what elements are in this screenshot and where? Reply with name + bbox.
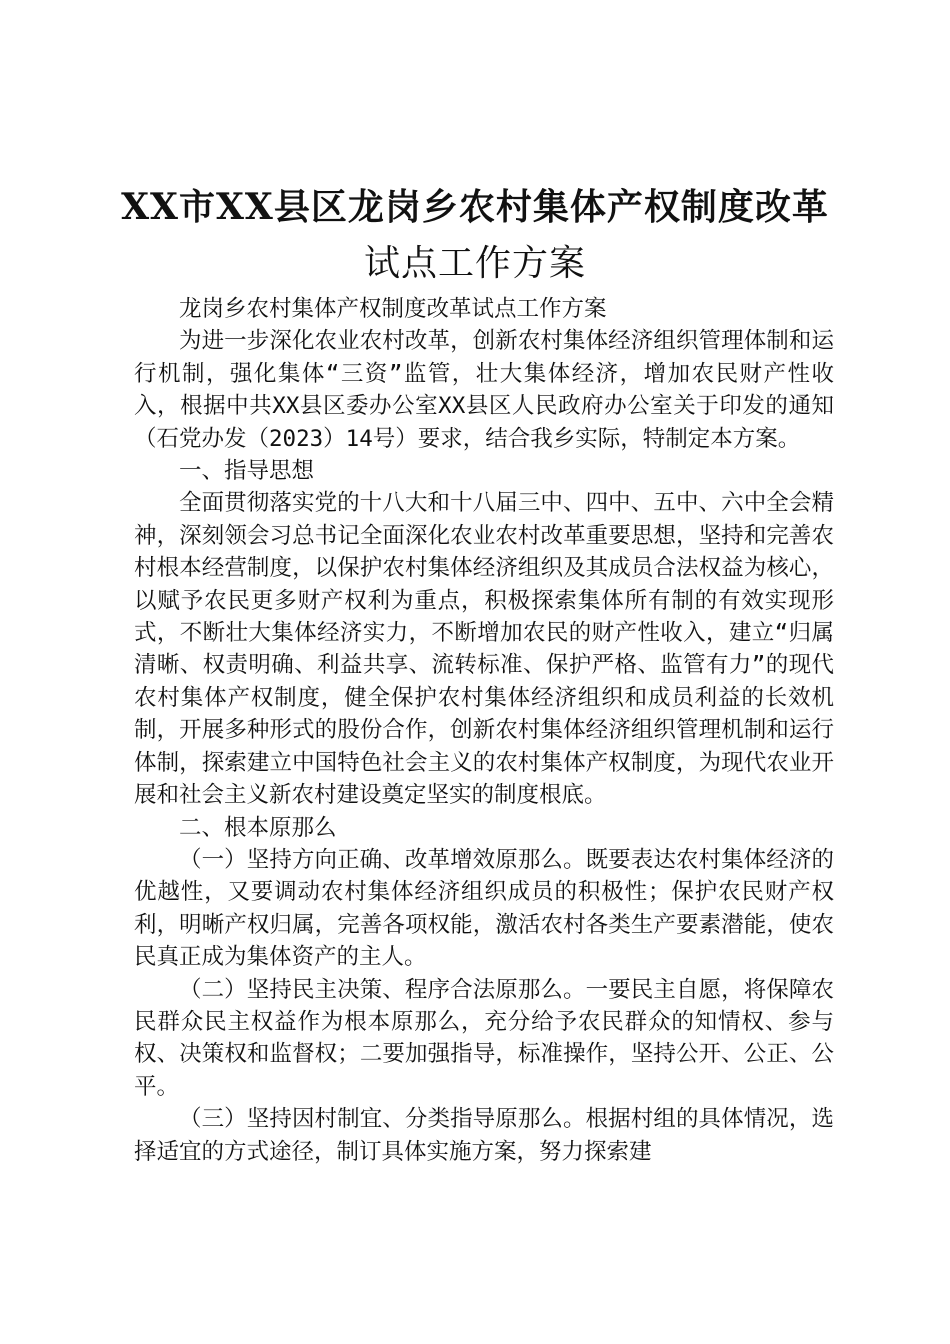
subtitle-paragraph: 龙岗乡农村集体产权制度改革试点工作方案 bbox=[179, 296, 607, 322]
intro-paragraph: 为进一步深化农业农村改革，创新农村集体经济组织管理体制和运行机制，强化集体“三资”监管，壮大集体经济，增加农民财产性收入，根据中共XX县区委办公室XX县区人民政府办公室关于印发的通知（石党办发（2023）14号）要求，结合我乡实际，特制定本方案。 bbox=[134, 328, 834, 452]
document-title-line-1: XX市XX县区龙岗乡农村集体产权制度改革 bbox=[121, 186, 829, 228]
principle-2-paragraph: （二）坚持民主决策、程序合法原那么。一要民主自愿，将保障农民群众民主权益作为根本原那么，充分给予农民群众的知情权、参与权、决策权和监督权；二要加强指导，标准操作，坚持公开、公正、公平。 bbox=[134, 976, 834, 1100]
section-heading-guiding-ideology: 一、指导思想 bbox=[179, 458, 315, 485]
principle-1-paragraph: （一）坚持方向正确、改革增效原那么。既要表达农村集体经济的优越性，又要调动农村集体经济组织成员的积极性；保护农民财产权利，明晰产权归属，完善各项权能，激活农村各类生产要素潜能，使农民真正成为集体资产的主人。 bbox=[134, 846, 834, 971]
guiding-ideology-paragraph: 全面贯彻落实党的十八大和十八届三中、四中、五中、六中全会精神，深刻领会习总书记全面深化农业农村改革重要思想，坚持和完善农村根本经营制度，以保护农村集体经济组织及其成员合法权益为核心，以赋予农民更多财产权利为重点，积极探索集体所有制的有效实现形式，不断壮大集体经济实力，不断增加农民的财产性收入，建立“归属清晰、权责明确、利益共享、流转标准、保护严格、监管有力”的现代农村集体产权制度，健全保护农村集体经济组织和成员利益的长效机制，开展多种形式的股份合作，创新农村集体经济组织管理机制和运行体制，探索建立中国特色社会主义的农村集体产权制度，为现代农业开展和社会主义新农村建设奠定坚实的制度根底。 bbox=[134, 490, 834, 809]
section-heading-basic-principles: 二、根本原那么 bbox=[179, 814, 337, 841]
document-body bbox=[134, 293, 834, 1168]
document-title-line-2: 试点工作方案 bbox=[363, 243, 586, 284]
principle-3-paragraph: （三）坚持因村制宜、分类指导原那么。根据村组的具体情况，选择适宜的方式途径，制订具体实施方案，努力探索建 bbox=[134, 1106, 834, 1165]
